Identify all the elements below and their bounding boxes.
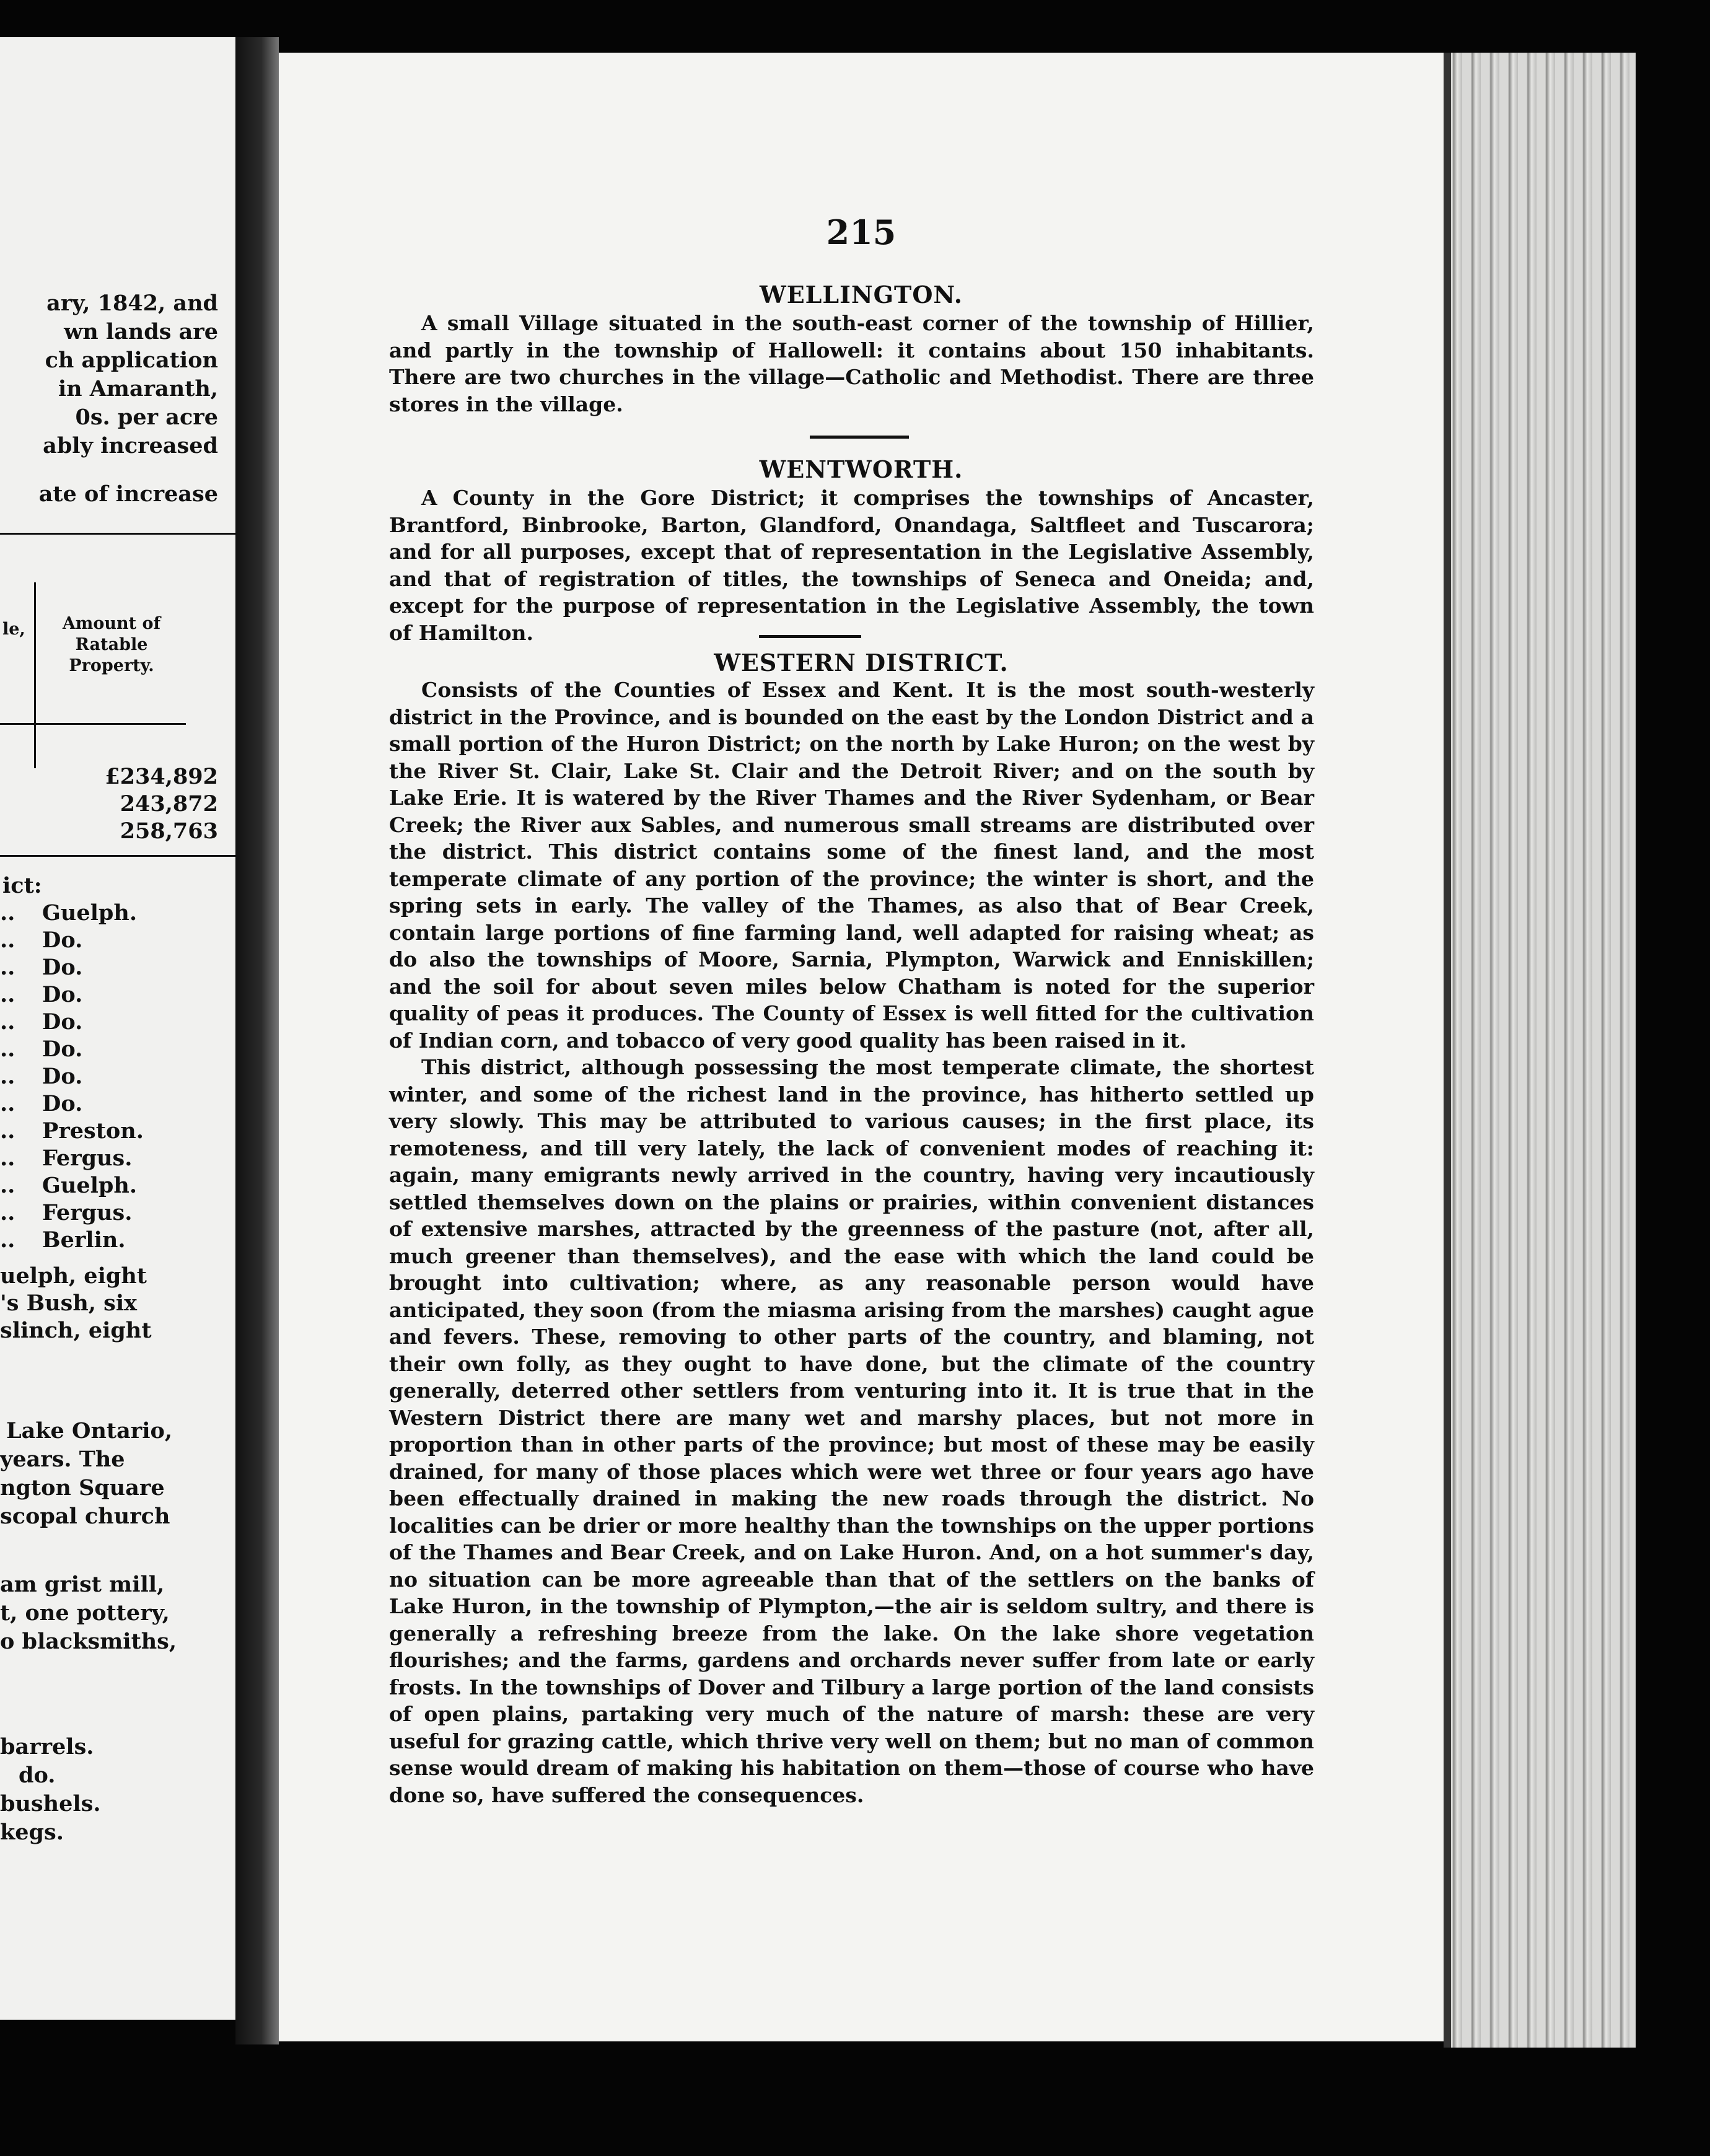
table-header-rule bbox=[0, 723, 186, 725]
previous-page-line: kegs. bbox=[0, 1820, 64, 1845]
previous-page-line: wn lands are bbox=[64, 319, 218, 344]
page-edge-shadow bbox=[1444, 53, 1451, 2048]
leader-dots: .. bbox=[0, 1091, 15, 1116]
page-number: 215 bbox=[826, 213, 897, 252]
leader-dots: .. bbox=[0, 900, 15, 926]
previous-page-line: ngton Square bbox=[0, 1475, 165, 1501]
wellington-text bbox=[389, 310, 1314, 418]
leader-dots: .. bbox=[0, 1118, 15, 1144]
leader-dots: .. bbox=[0, 1009, 15, 1035]
previous-page-line: do. bbox=[19, 1763, 56, 1788]
paragraph: This district, although possessing the most temperate climate, the shortest winter, and some of the richest land in the province, has hitherto settled up very slowly. This may be attributed to various causes; in the first place, its remoteness, and till very lately, the lack of convenient modes of reaching it: again, many emigrants newly arrived in the country, having very incautiously settled themselves down on the plains or prairies, within convenient distances of extensive marshes, attracted by the greenness of the pasture (not, after all, much greener than themselves), and the ease with which the land could be brought into cultivation; where, as any reasonable person would have anticipated, they soon (from the miasma arising from the marshes) caught ague and fevers. These, removing to other parts of the country, and blaming, not their own folly, as they ought to have done, but the climate of the country generally, deterred other settlers from venturing into it. It is true that in the Western District there are many wet and marshy places, but not more in proportion than in other parts of the province; but most of these may be easily drained, for many of those places which were wet three or four years ago have been effectually drained in making the new roads through the district. No localities can be drier or more healthy than the townships on the upper portions of the Thames and Bear Creek, and on Lake Huron. And, on a hot summer's day, no situation can be more agreeable than that of the settlers on the banks of Lake Huron, in the township of Plympton,—the air is seldom sultry, and there is generally a refreshing breeze from the lake. On the lake shore vegetation flourishes; and the farms, gardens and orchards never suffer from late or early frosts. In the townships of Dover and Tilbury a large portion of the land consists of open plains, partaking very much of the nature of marsh: these are very useful for grazing cattle, which thrive very well on them; but no man of common sense would dream of making his habitation on them—those of course who have done so, have suffered the consequences. bbox=[389, 1055, 1314, 1807]
section-title-wentworth: WENTWORTH. bbox=[759, 455, 963, 483]
previous-page-line: in Amaranth, bbox=[58, 376, 218, 401]
previous-page-line: slinch, eight bbox=[0, 1318, 152, 1343]
leader-dots: .. bbox=[0, 1146, 15, 1171]
place-name: Fergus. bbox=[42, 1146, 133, 1171]
table-column-separator bbox=[34, 582, 36, 768]
place-name: Do. bbox=[42, 955, 83, 980]
table-header-amount: Amount of Ratable Property. bbox=[62, 614, 161, 675]
page-edges bbox=[1444, 53, 1636, 2048]
previous-page-line: 's Bush, six bbox=[0, 1291, 138, 1316]
leader-dots: .. bbox=[0, 1036, 15, 1062]
place-name: Do. bbox=[42, 982, 83, 1007]
leader-dots: .. bbox=[0, 1173, 15, 1198]
western-district-text bbox=[389, 677, 1314, 1808]
table-header-left: le, bbox=[2, 620, 25, 639]
table-top-rule bbox=[0, 533, 235, 535]
previous-page-line: ch application bbox=[45, 348, 218, 373]
amount-cell: 243,872 bbox=[120, 791, 218, 817]
main-page bbox=[279, 53, 1444, 2041]
previous-page bbox=[0, 37, 237, 2020]
previous-page-line: ate of increase bbox=[38, 481, 218, 507]
section-title-wellington: WELLINGTON. bbox=[760, 281, 963, 309]
place-name: Do. bbox=[42, 1036, 83, 1062]
place-name: Fergus. bbox=[42, 1200, 133, 1225]
place-name: Do. bbox=[42, 1091, 83, 1116]
leader-dots: .. bbox=[0, 1200, 15, 1225]
previous-page-line: scopal church bbox=[0, 1504, 170, 1529]
leader-dots: .. bbox=[0, 982, 15, 1007]
leader-dots: .. bbox=[0, 1064, 15, 1089]
section-divider bbox=[810, 436, 909, 439]
amount-cell: 258,763 bbox=[120, 818, 218, 844]
leader-dots: .. bbox=[0, 955, 15, 980]
previous-page-line: bushels. bbox=[0, 1791, 101, 1816]
paragraph: A small Village situated in the south-east corner of the township of Hillier, and partly in the township of Hallowell: it contains about 150 inhabitants. There are two churches in the village—Catholic and Methodist. There are three stores in the village. bbox=[389, 311, 1314, 416]
previous-page-line: o blacksmiths, bbox=[0, 1629, 177, 1654]
place-name: Do. bbox=[42, 927, 83, 953]
amount-cell: £234,892 bbox=[105, 764, 218, 789]
previous-page-line: barrels. bbox=[0, 1734, 94, 1759]
place-name: Berlin. bbox=[42, 1227, 126, 1253]
leader-dots: .. bbox=[0, 927, 15, 953]
place-name: Guelph. bbox=[42, 1173, 138, 1198]
section-divider bbox=[759, 635, 861, 638]
previous-page-line: uelph, eight bbox=[0, 1263, 147, 1289]
paragraph: A County in the Gore District; it comprises the townships of Ancaster, Brantford, Binbrooke, Barton, Glandford, Onandaga, Saltfleet and Tuscarora; and for all purposes, except that of representation in the Legislative Assembly, and that of registration of titles, the townships of Seneca and Oneida; and, except for the purpose of representation in the Legislative Assembly, the town of Hamilton. bbox=[389, 486, 1314, 645]
table-bottom-rule bbox=[0, 855, 235, 857]
place-name: Do. bbox=[42, 1064, 83, 1089]
wentworth-text bbox=[389, 484, 1314, 646]
district-heading: ict: bbox=[2, 873, 42, 898]
previous-page-line: ary, 1842, and bbox=[46, 291, 218, 316]
place-name: Preston. bbox=[42, 1118, 144, 1144]
place-name: Do. bbox=[42, 1009, 83, 1035]
book-spine-shadow bbox=[235, 37, 279, 2044]
place-name: Guelph. bbox=[42, 900, 138, 926]
previous-page-line: 0s. per acre bbox=[75, 405, 218, 430]
leader-dots: .. bbox=[0, 1227, 15, 1253]
previous-page-line: years. The bbox=[0, 1447, 125, 1472]
previous-page-line: Lake Ontario, bbox=[6, 1418, 173, 1444]
section-title-western-district: WESTERN DISTRICT. bbox=[714, 649, 1009, 677]
previous-page-line: t, one pottery, bbox=[0, 1600, 170, 1626]
paragraph: Consists of the Counties of Essex and Kent. It is the most south-westerly district in the Province, and is bounded on the east by the London District and a small portion of the Huron District; on the north by Lake Huron; on the west by the River St. Clair, Lake St. Clair and the Detroit River; and on the south by Lake Erie. It is watered by the River Thames and the River Sydenham, or Bear Creek; the River aux Sables, and numerous small streams are distributed over the district. This district contains some of the finest land, and the most temperate climate of any portion of the province; the winter is short, and the spring sets in early. The valley of the Thames, as also that of Bear Creek, contain large portions of fine farming land, well adapted for raising wheat; as do also the townships of Moore, Sarnia, Plympton, Warwick and Enniskillen; and the soil for about seven miles below Chatham is noted for the superior quality of peas it produces. The County of Essex is well fitted for the cultivation of Indian corn, and tobacco of very good quality has been raised in it. bbox=[389, 678, 1314, 1053]
previous-page-line: am grist mill, bbox=[0, 1572, 165, 1597]
previous-page-line: ably increased bbox=[43, 433, 218, 458]
